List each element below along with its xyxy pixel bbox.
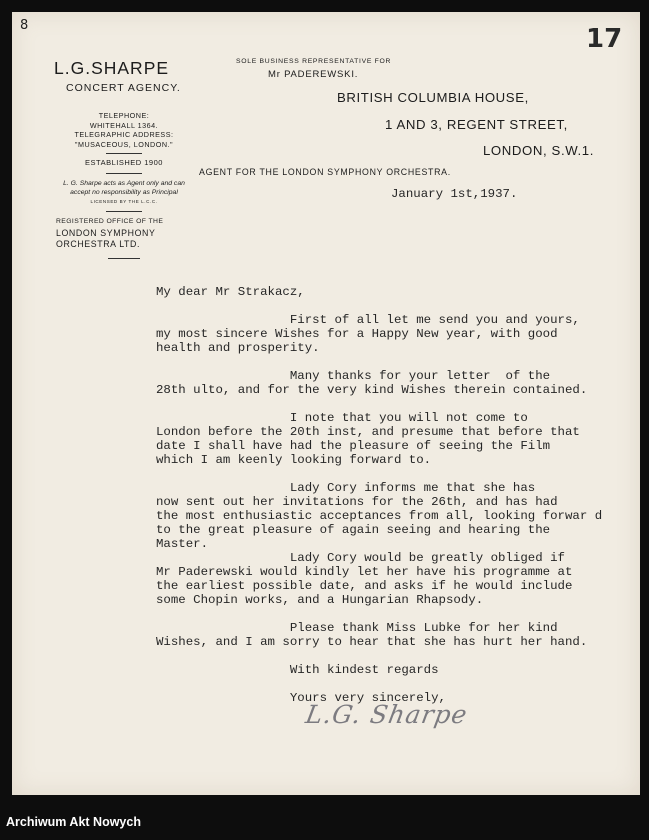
telephone-number: WHITEHALL 1364. <box>89 120 159 130</box>
signature: L.G. Sharpe <box>303 700 470 729</box>
sole-representative-label: SOLE BUSINESS REPRESENTATIVE FOR <box>236 58 392 65</box>
divider <box>106 153 142 154</box>
registered-office-label: REGISTERED OFFICE OF THE <box>56 218 164 225</box>
established-year: ESTABLISHED 1900 <box>85 158 163 167</box>
telegraphic-label: TELEGRAPHIC ADDRESS: <box>74 130 174 139</box>
license-note: LICENSED BY THE L.C.C. <box>90 199 158 204</box>
agency-title: CONCERT AGENCY. <box>66 82 181 94</box>
divider <box>106 211 142 212</box>
telephone-label: TELEPHONE: <box>98 111 150 120</box>
address-line-2: 1 AND 3, REGENT STREET, <box>385 117 568 132</box>
telegraphic-address: "MUSACEOUS, LONDON." <box>74 139 174 149</box>
address-line-3: LONDON, S.W.1. <box>483 143 594 158</box>
lso-line: LONDON SYMPHONY <box>56 228 156 238</box>
letter-body: My dear Mr Strakacz, First of all let me send you and yours, my most sincere Wishes for a Happy New year, with good health and prosperity. Many thanks for your letter of the 28th ulto, and for the very kind Wishes therein contained. I note that you will not come to London before the 20th inst, and presume that before that date I shall have had the pleasure of seeing the Film which I am keenly looking forward to. Lady Cory informs me that she has now sent out her invitations for the 26th, and has had the most enthusiastic acceptances from all, looking forwar d to the great pleasure of again seeing and hearing the Master. Lady Cory would be greatly obliged if Mr Paderewski would kindly let her have his programme at the earliest possible date, and asks if he would include some Chopin works, and a Hungarian Rhapsody. Please thank Miss Lubke for her kind Wishes, and I am sorry to hear that she has hurt her hand. With kindest regards Yours very sincerely, <box>156 285 603 705</box>
archive-label: Archiwum Akt Nowych <box>6 815 141 829</box>
lso-name <box>56 228 155 250</box>
lso-line: ORCHESTRA LTD. <box>56 239 140 249</box>
firm-name: L.G.SHARPE <box>54 58 170 78</box>
letter-date: January 1st,1937. <box>391 187 518 201</box>
page-number-annotation: 17 <box>586 24 623 54</box>
address-line-1: BRITISH COLUMBIA HOUSE, <box>337 90 529 105</box>
telephone-block <box>58 111 190 149</box>
agent-disclaimer: L. G. Sharpe acts as Agent only and can accept no responsibility as Principal <box>63 180 185 196</box>
divider <box>106 173 142 174</box>
paderewski-name: Mr PADEREWSKI. <box>268 69 359 80</box>
lso-agent-label: AGENT FOR THE LONDON SYMPHONY ORCHESTRA. <box>199 167 451 177</box>
corner-mark: 8 <box>20 18 29 33</box>
divider <box>108 258 140 259</box>
